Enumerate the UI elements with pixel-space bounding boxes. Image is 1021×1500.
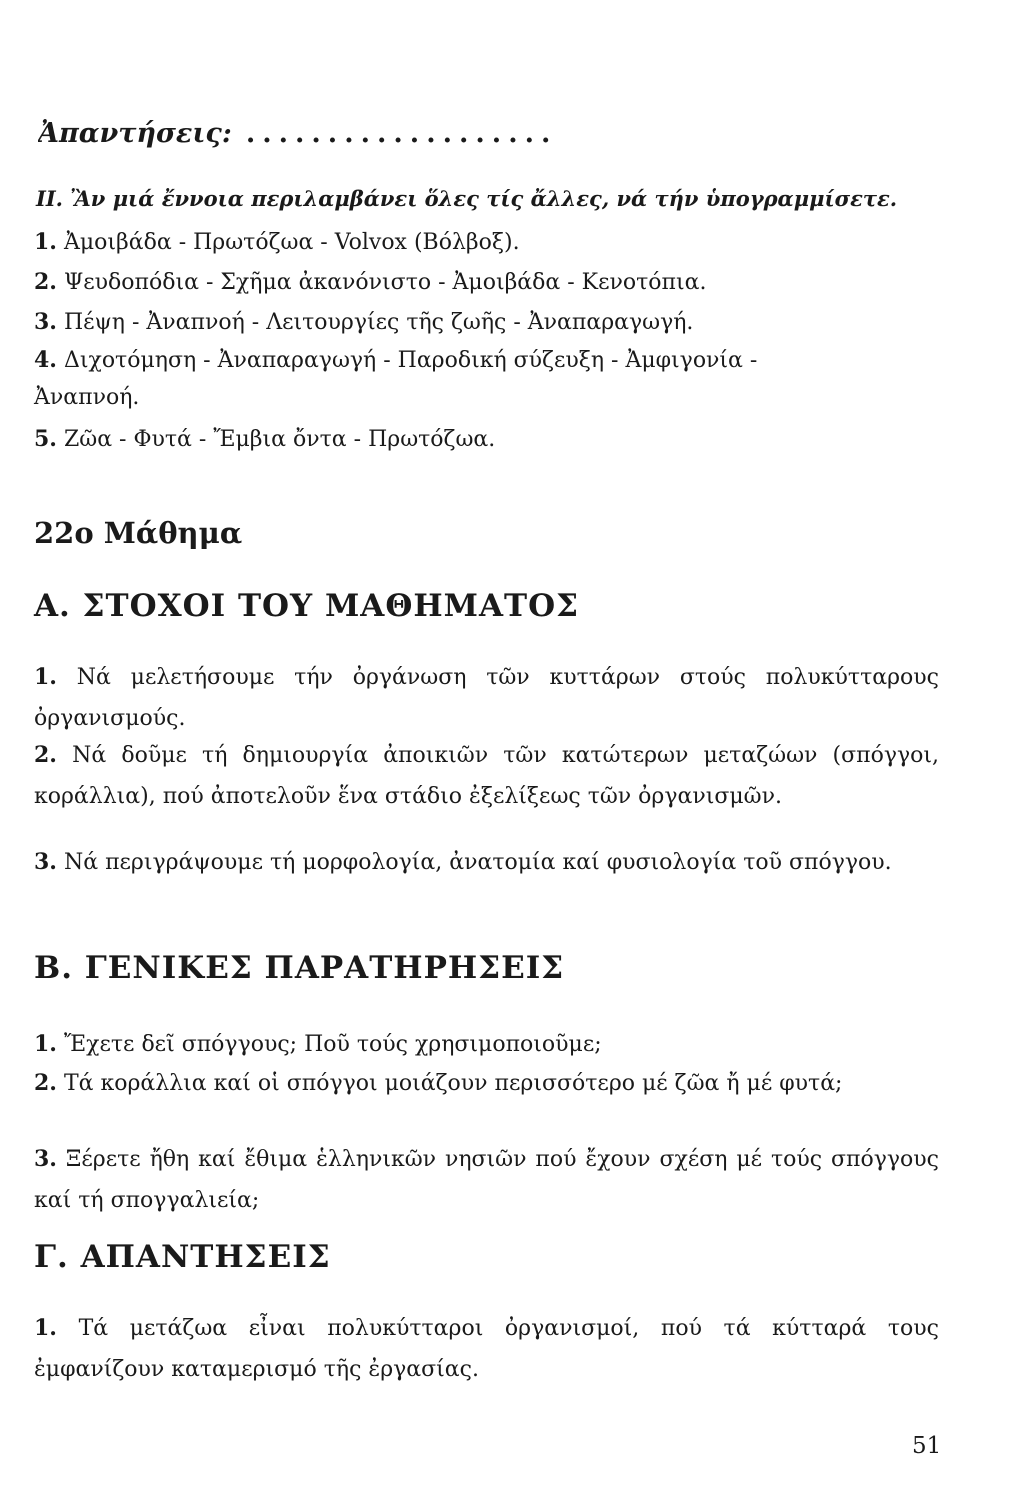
item-number: 3. — [34, 1146, 57, 1172]
section-a-heading: Α. ΣΤΟΧΟΙ ΤΟΥ ΜΑΘΗΜΑΤΟΣ — [34, 588, 579, 624]
item-number: 3. — [34, 309, 57, 335]
answer-line — [34, 426, 984, 452]
instruction-text: II. Ἂν μιά ἔννοια περιλαμβάνει ὅλες τίς ἄλλες, νά τήν ὑπογραμμίσετε. — [36, 186, 898, 211]
section-b-item — [34, 1024, 939, 1065]
item-number: 1. — [34, 1315, 57, 1341]
section-c-item — [34, 1308, 939, 1390]
item-text: Νά δοῦμε τή δημιουργία ἀποικιῶν τῶν κατώτερων μεταζώων (σπόγγοι, κοράλλια), πού ἀποτελοῦν ἕνα στάδιο ἐξελίξεως τῶν ὀργανισμῶν. — [34, 743, 939, 809]
item-text: Ἀμοιβάδα - Πρωτόζωα - Volvox (Βόλβοξ). — [63, 230, 520, 255]
item-text: Τά μετάζωα εἶναι πολυκύτταροι ὀργανισμοί, πού τά κύτταρά τους ἐμφανίζουν καταμερισμό τῆς ἐργασίας. — [34, 1316, 939, 1382]
item-text: Πέψη - Ἀναπνοή - Λειτουργίες τῆς ζωῆς - Ἀναπαραγωγή. — [63, 310, 694, 335]
section-b-item — [34, 1063, 939, 1104]
section-b-heading: Β. ΓΕΝΙΚΕΣ ΠΑΡΑΤΗΡΗΣΕΙΣ — [34, 950, 565, 986]
item-number: 4. — [34, 347, 57, 373]
item-text: Τά κοράλλια καί οἱ σπόγγοι μοιάζουν περισσότερο μέ ζῶα ἤ μέ φυτά; — [63, 1071, 843, 1096]
item-text: Ψευδοπόδια - Σχῆμα ἀκανόνιστο - Ἀμοιβάδα - Κενοτόπια. — [63, 270, 707, 295]
answers-heading-text: Ἀπαντήσεις: — [38, 118, 232, 149]
lesson-title: 22ο Μάθημα — [34, 516, 243, 550]
answer-line — [34, 347, 984, 373]
page-number: 51 — [912, 1433, 942, 1459]
item-number: 3. — [34, 849, 57, 875]
section-a-item — [34, 842, 939, 883]
item-number: 1. — [34, 1031, 57, 1057]
item-text: Νά μελετήσουμε τήν ὀργάνωση τῶν κυττάρων στούς πολυκύτταρους ὀργανισμούς. — [34, 665, 939, 731]
item-number: 2. — [34, 1070, 57, 1096]
answers-heading — [38, 118, 938, 149]
item-number: 2. — [34, 269, 57, 295]
answer-line — [34, 229, 984, 255]
item-text: Νά περιγράψουμε τή μορφολογία, ἀνατομία καί φυσιολογία τοῦ σπόγγου. — [63, 850, 892, 875]
answer-line — [34, 309, 984, 335]
section-a-item — [34, 657, 939, 739]
item-number: 1. — [34, 664, 57, 690]
item-text: Ξέρετε ἤθη καί ἔθιμα ἑλληνικῶν νησιῶν πού ἔχουν σχέση μέ τούς σπόγγους καί τή σπογγαλιεία; — [34, 1147, 939, 1213]
section-c-heading: Γ. ΑΠΑΝΤΗΣΕΙΣ — [34, 1239, 331, 1275]
item-number: 5. — [34, 426, 57, 452]
answer-line — [34, 269, 984, 295]
section-a-item — [34, 735, 939, 817]
item-text: Διχοτόμηση - Ἀναπαραγωγή - Παροδική σύζευξη - Ἀμφιγονία - — [63, 348, 758, 373]
answers-dots: ................... — [245, 118, 558, 149]
item-text: Ζῶα - Φυτά - Ἔμβια ὄντα - Πρωτόζωα. — [63, 427, 496, 452]
item-number: 1. — [34, 229, 57, 255]
section-b-item — [34, 1139, 939, 1221]
item-text: Ἀναπνοή. — [34, 385, 140, 410]
item-text: Ἔχετε δεῖ σπόγγους; Ποῦ τούς χρησιμοποιοῦμε; — [63, 1032, 602, 1057]
item-number: 2. — [34, 742, 57, 768]
answer-line-continuation — [34, 385, 984, 410]
